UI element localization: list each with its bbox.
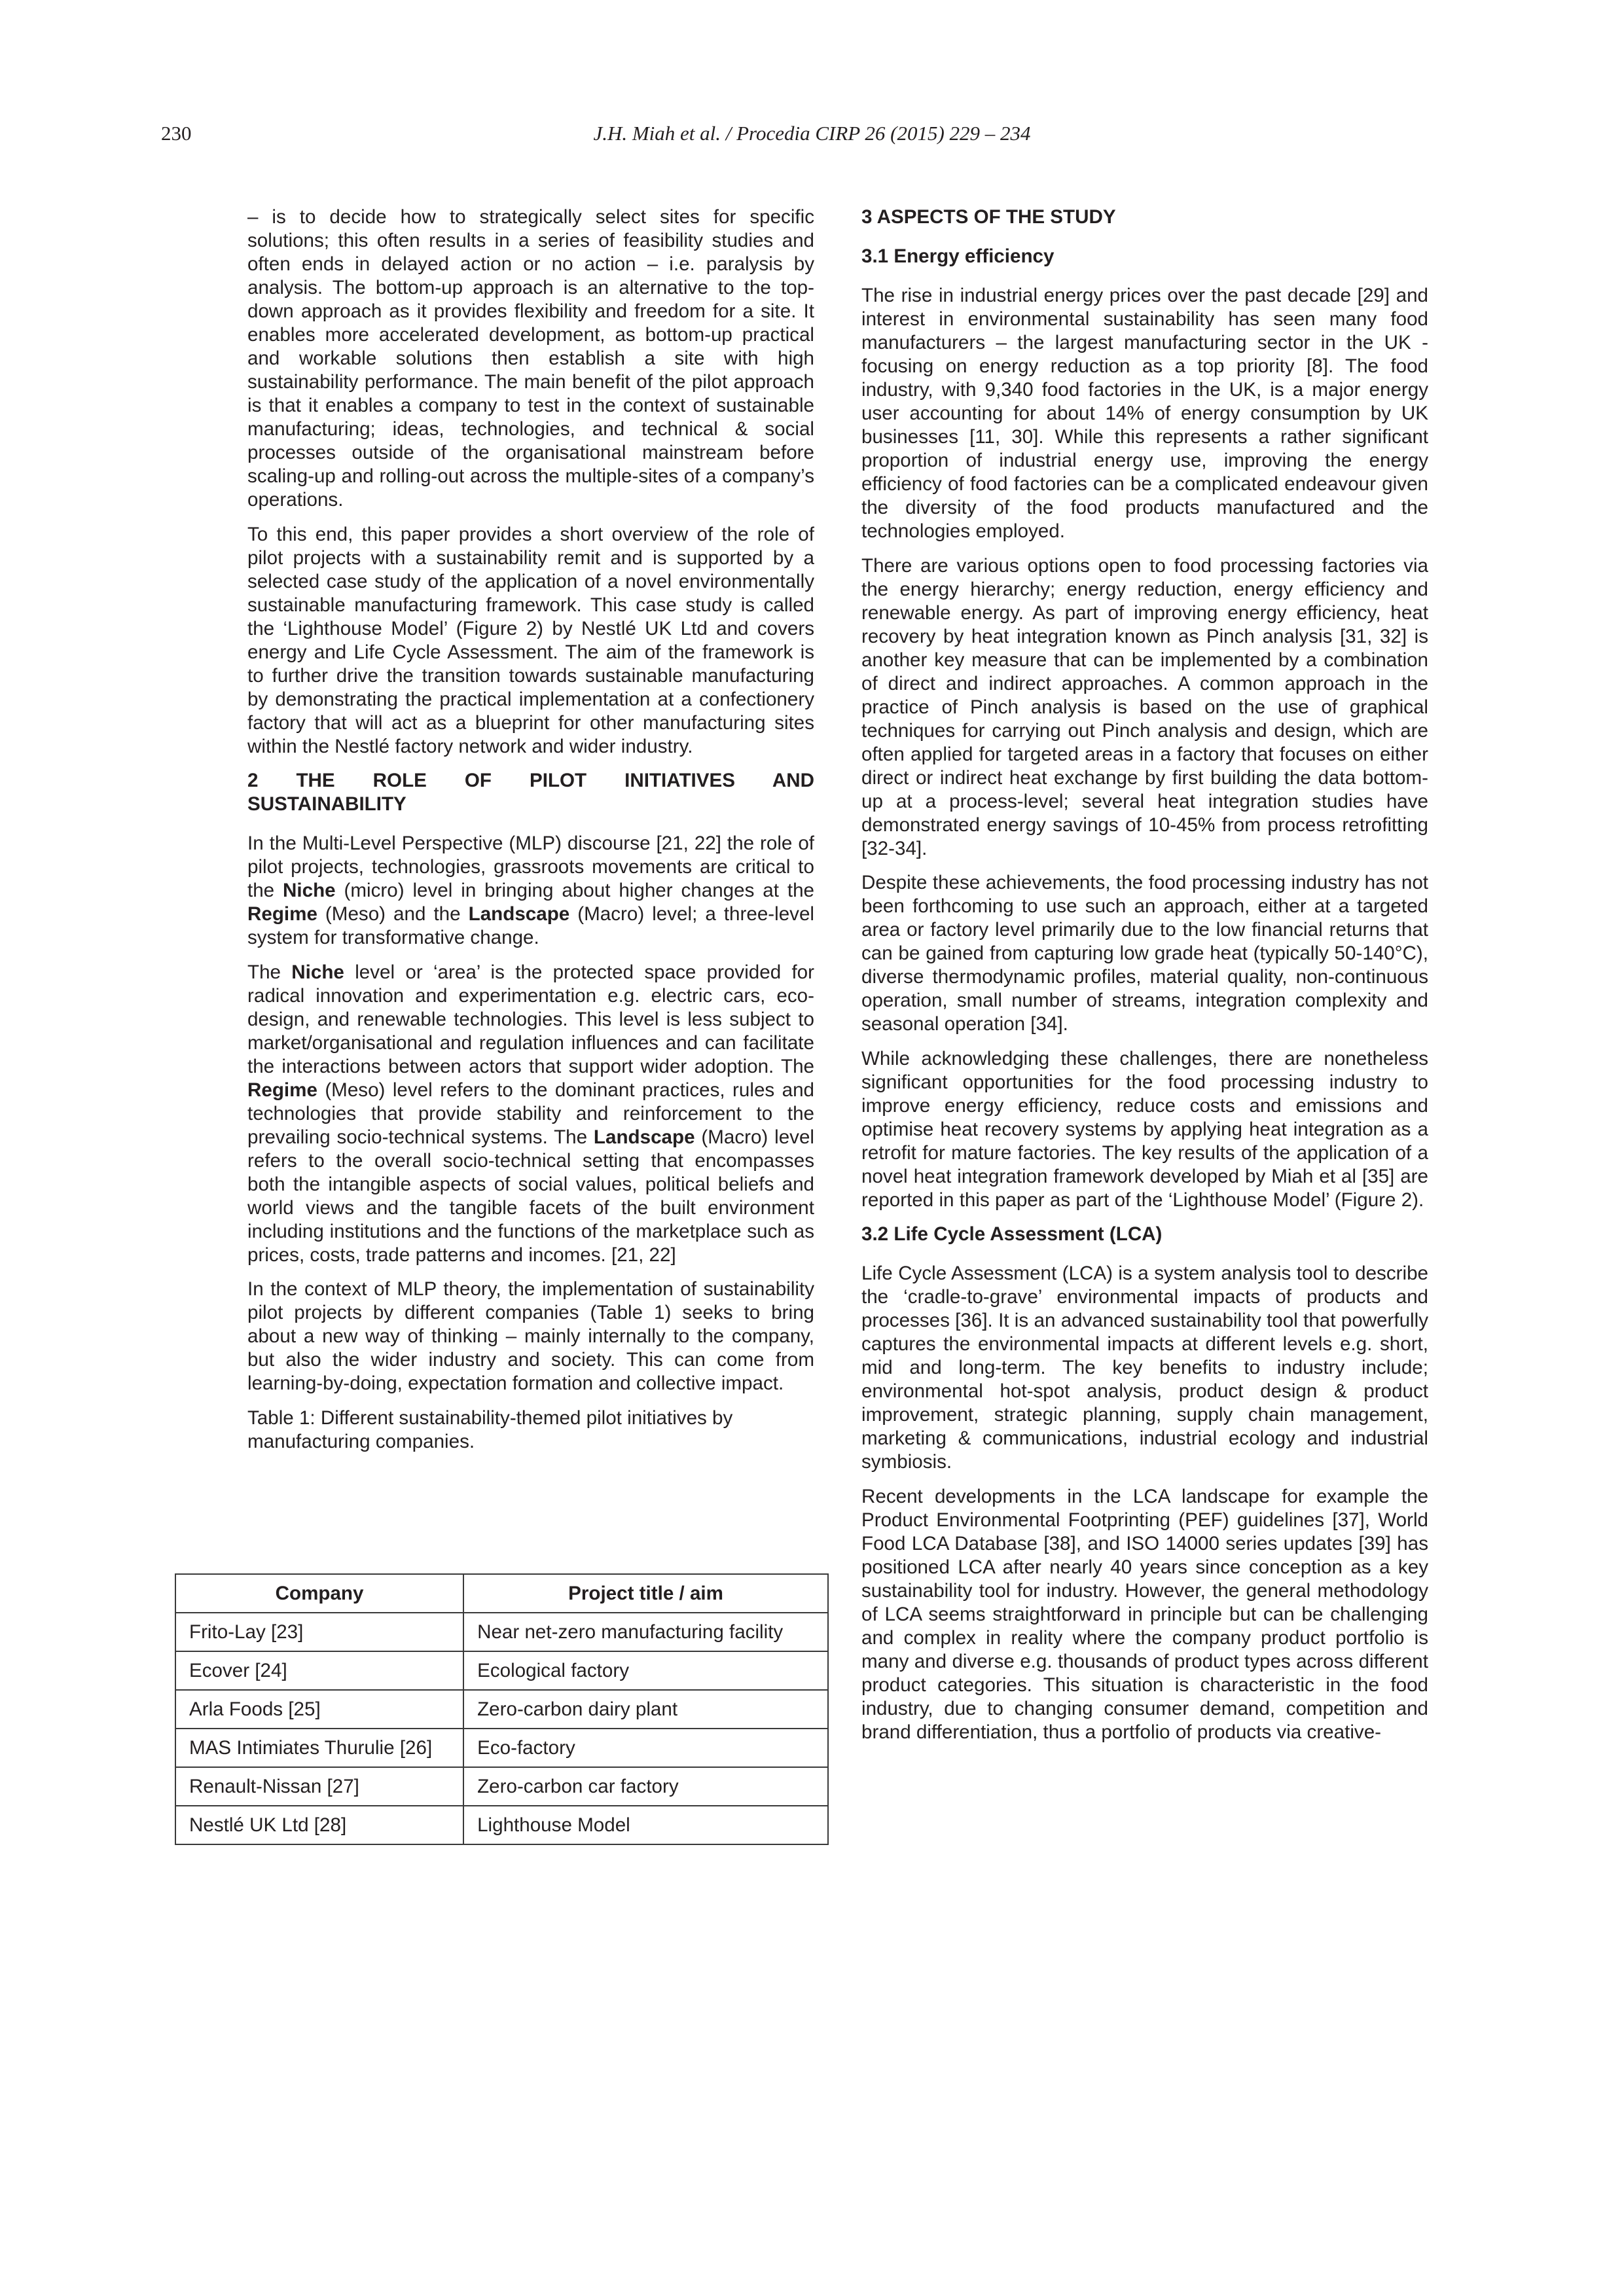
table-cell: Frito-Lay [23] [175, 1613, 463, 1651]
table-caption: Table 1: Different sustainability-themed pilot initiatives by manufacturing companies. [247, 1407, 733, 1452]
table-cell: Nestlé UK Ltd [28] [175, 1806, 463, 1844]
table-row [175, 1613, 828, 1651]
paragraph: Recent developments in the LCA landscape for example the Product Environmental Footprinting (PEF) guidelines [37], World Food LCA Database [38], and ISO 14000 series updates [39] has positioned LCA after nearly 40 years since conception as a key sustainability tool for industry. However, the general methodology of LCA seems straightforward in principle but can be challenging and complex in reality where the company product portfolio is many and diverse e.g. thousands of product types across different product categories. This situation is characteristic in the food industry, due to changing consumer demand, competition and brand differentiation, thus a portfolio of products via creative- [861, 1485, 1428, 1743]
page-number: 230 [161, 122, 192, 145]
text-run: (Meso) level refers to the dominant practices, rules and technologies that provide stability and reinforcement to the prevailing socio-technical systems. The [247, 1079, 814, 1148]
text-run: (Macro) level refers to the overall socio-technical setting that encompasses both the intangible aspects of social values, political beliefs and world views and the tangible facets of the built environment including institutions and the functions of the marketplace such as prices, costs, trade patterns and incomes. [21, 22] [247, 1126, 814, 1266]
journal-citation: J.H. Miah et al. / Procedia CIRP 26 (2015) 229 – 234 [593, 122, 1031, 145]
left-column [247, 206, 814, 1464]
table-header-row [175, 1574, 828, 1613]
right-column [861, 206, 1428, 1755]
table-cell: Near net-zero manufacturing facility [463, 1613, 828, 1651]
paragraph [247, 961, 814, 1267]
table-cell: Zero-carbon car factory [463, 1767, 828, 1806]
table-cell: MAS Intimiates Thurulie [26] [175, 1729, 463, 1767]
table-row [175, 1690, 828, 1729]
bold-term: Landscape [593, 1126, 695, 1148]
paragraph: – is to decide how to strategically select sites for specific solutions; this often results in a series of feasibility studies and often ends in delayed action or no action – i.e. paralysis by analysis. The bottom-up approach is an alternative to the top-down approach as it provides flexibility and freedom for a site. It enables more accelerated development, as bottom-up practical and workable solutions then establish a site with high sustainability performance. The main benefit of the pilot approach is that it enables a company to test in the context of sustainable manufacturing; ideas, technologies, and technical & social processes outside of the organisational mainstream before scaling-up and rolling-out across the multiple-sites of a company’s operations. [247, 206, 814, 511]
paragraph: There are various options open to food processing factories via the energy hierarchy; energy reduction, energy efficiency and renewable energy. As part of improving energy efficiency, heat recovery by heat integration known as Pinch analysis [31, 32] is another key measure that can be implemented by a combination of direct and indirect approaches. A common approach in the practice of Pinch analysis is based on the use of graphical techniques for carrying out Pinch analysis and design, which are often applied for targeted areas in a factory that focuses on either direct or indirect heat exchange by first building the data bottom-up at a process-level; several heat integration studies have demonstrated energy savings of 10-45% from process retrofitting [32-34]. [861, 554, 1428, 859]
table-cell: Zero-carbon dairy plant [463, 1690, 828, 1729]
pilot-initiatives-table [175, 1573, 829, 1845]
text-run: The [247, 961, 292, 983]
section-heading: 3 ASPECTS OF THE STUDY [861, 206, 1116, 228]
text-run: In the Multi-Level Perspective (MLP) discourse [21, 22] the role of pilot projects, technologies, grassroots movements are critical to the [247, 833, 814, 901]
table-row [175, 1651, 828, 1690]
section-heading: 2 THE ROLE OF PILOT INITIATIVES AND [247, 770, 814, 791]
bold-term: Niche [291, 961, 344, 983]
column-header: Project title / aim [463, 1574, 828, 1613]
paragraph: Despite these achievements, the food processing industry has not been forthcoming to use such an approach, either at a targeted area or factory level primarily due to the low financial returns that can be gained from capturing low grade heat (typically 50-140°C), diverse thermodynamic profiles, material quality, non-continuous operation, small number of streams, integration complexity and seasonal operation [34]. [861, 872, 1428, 1035]
bold-term: Regime [247, 903, 317, 925]
subsection-heading: 3.1 Energy efficiency [861, 245, 1055, 267]
text-run: (Meso) and the [317, 903, 469, 925]
subsection-heading: 3.2 Life Cycle Assessment (LCA) [861, 1223, 1163, 1245]
table-cell: Renault-Nissan [27] [175, 1767, 463, 1806]
section-heading-continued: SUSTAINABILITY [247, 793, 406, 815]
table-row [175, 1767, 828, 1806]
table-cell: Ecover [24] [175, 1651, 463, 1690]
paragraph: In the context of MLP theory, the implementation of sustainability pilot projects by different companies (Table 1) seeks to bring about a new way of thinking – mainly internally to the company, but also the wider industry and society. This can come from learning-by-doing, expectation formation and collective impact. [247, 1278, 814, 1394]
paragraph: While acknowledging these challenges, there are nonetheless significant opportunities for the food processing industry to improve energy efficiency, reduce costs and emissions and optimise heat recovery systems by applying heat integration as a retrofit for mature factories. The key results of the application of a novel heat integration framework developed by Miah et al [35] are reported in this paper as part of the ‘Lighthouse Model’ (Figure 2). [861, 1047, 1428, 1211]
running-header [0, 122, 1624, 154]
paragraph: The rise in industrial energy prices over the past decade [29] and interest in environmental sustainability has seen many food manufacturers – the largest manufacturing sector in the UK - focusing on energy reduction as a top priority [8]. The food industry, with 9,340 food factories in the UK, is a major energy user accounting for about 14% of energy consumption by UK businesses [11, 30]. While this represents a rather significant proportion of industrial energy use, improving the energy efficiency of food factories can be a complicated endeavour given the diversity of the food products manufactured and the technologies employed. [861, 285, 1428, 542]
paragraph: To this end, this paper provides a short overview of the role of pilot projects with a sustainability remit and is supported by a selected case study of the application of a novel environmentally sustainable manufacturing framework. This case study is called the ‘Lighthouse Model’ (Figure 2) by Nestlé UK Ltd and covers energy and Life Cycle Assessment. The aim of the framework is to further drive the transition towards sustainable manufacturing by demonstrating the practical implementation at a confectionery factory that will act as a blueprint for other manufacturing sites within the Nestlé factory network and wider industry. [247, 523, 814, 757]
column-header: Company [175, 1574, 463, 1613]
table-row [175, 1806, 828, 1844]
bold-term: Landscape [468, 903, 570, 925]
table-cell: Eco-factory [463, 1729, 828, 1767]
text-run: level or ‘area’ is the protected space provided for radical innovation and experimentation e.g. electric cars, eco-design, and renewable technologies. This level is less subject to market/organisational and regulation influences and can facilitate the interactions between actors that support wider adoption. The [247, 961, 814, 1077]
bold-term: Regime [247, 1079, 317, 1101]
text-run: (micro) level in bringing about higher changes at the [335, 880, 814, 901]
paragraph: Life Cycle Assessment (LCA) is a system analysis tool to describe the ‘cradle-to-grave’ environmental impacts of products and processes [36]. It is an advanced sustainability tool that powerfully captures the environmental impacts at different levels e.g. short, mid and long-term. The key benefits to industry include; environmental hot-spot analysis, product design & product improvement, strategic planning, supply chain management, marketing & communications, industrial ecology and industrial symbiosis. [861, 1263, 1428, 1473]
bold-term: Niche [283, 880, 336, 901]
table-cell: Arla Foods [25] [175, 1690, 463, 1729]
table-cell: Ecological factory [463, 1651, 828, 1690]
table-cell: Lighthouse Model [463, 1806, 828, 1844]
paragraph [247, 832, 814, 950]
text-run: (Macro) level; a three-level system for transformative change. [247, 903, 814, 948]
table-row [175, 1729, 828, 1767]
